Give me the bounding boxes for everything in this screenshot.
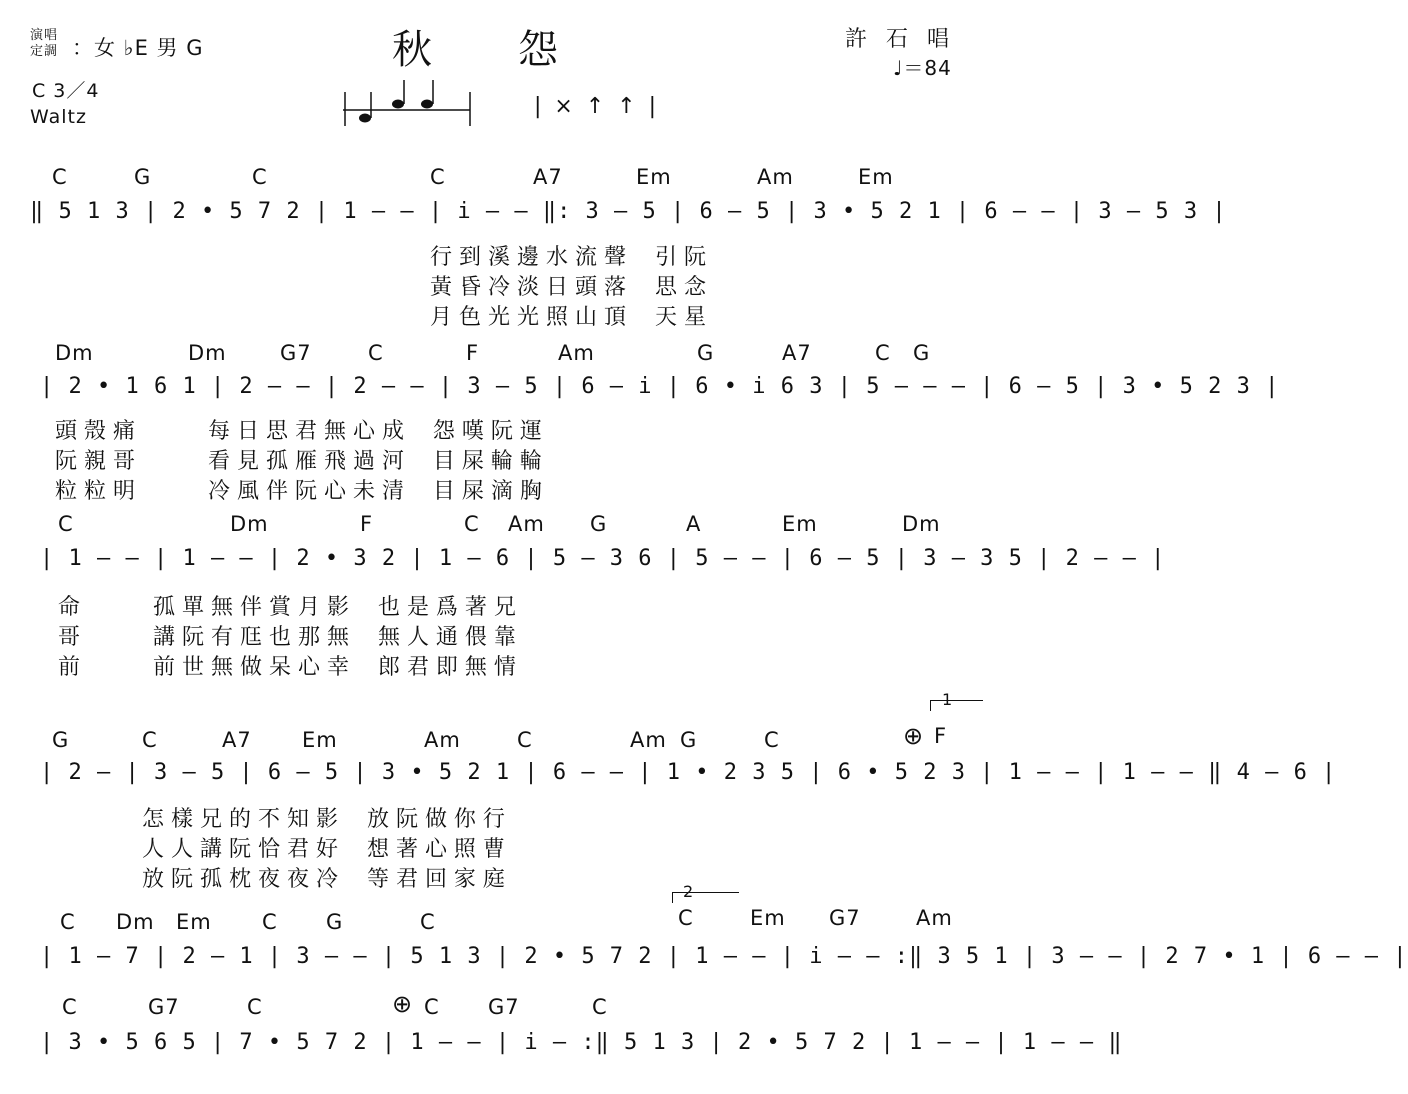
key-label: 定調 xyxy=(30,44,59,59)
chord: G7 xyxy=(148,995,180,1019)
chord: Dm xyxy=(902,512,941,536)
chord: Am xyxy=(508,512,545,536)
chord: A7 xyxy=(222,728,252,752)
lyric-verse-1: 行 到 溪 邊 水 流 聲 引 阮 xyxy=(430,245,706,270)
lyric-verse-3: 前 前 世 無 做 呆 心 幸 郎 君 即 無 情 xyxy=(58,655,516,680)
volta-number: 2 xyxy=(683,882,695,901)
lyric-verse-1: 頭 殼 痛 每 日 思 君 無 心 成 怨 嘆 阮 運 xyxy=(55,419,542,444)
chord: Em xyxy=(636,165,672,189)
chord: F xyxy=(466,341,480,365)
chord: Am xyxy=(757,165,794,189)
time-signature: C 3／4 xyxy=(32,80,100,102)
chord: C xyxy=(430,165,446,189)
chord: G7 xyxy=(488,995,520,1019)
page-title: 秋 怨 xyxy=(392,27,560,73)
chord: Dm xyxy=(116,910,155,934)
chord: G7 xyxy=(829,906,861,930)
chord: G xyxy=(697,341,715,365)
style-label: Waltz xyxy=(30,106,87,128)
chord: G xyxy=(326,910,344,934)
chord: G xyxy=(680,728,698,752)
chord: Em xyxy=(782,512,818,536)
lyric-verse-2: 阮 親 哥 看 見 孤 雁 飛 過 河 目 屎 輪 輪 xyxy=(55,449,542,474)
coda-sign: ⊕ xyxy=(392,990,414,1018)
chord: A7 xyxy=(782,341,812,365)
chord: G7 xyxy=(280,341,312,365)
chord: C xyxy=(764,728,780,752)
chord: Dm xyxy=(55,341,94,365)
chord: C xyxy=(368,341,384,365)
chord: A xyxy=(686,512,702,536)
chord: Am xyxy=(916,906,953,930)
singer-label: 演唱 xyxy=(30,28,59,43)
lyric-verse-3: 粒 粒 明 冷 風 伴 阮 心 未 清 目 屎 滴 胸 xyxy=(55,479,542,504)
chord: C xyxy=(262,910,278,934)
chord: C xyxy=(62,995,78,1019)
lyric-verse-1: 命 孤 單 無 伴 賞 月 影 也 是 爲 著 兄 xyxy=(58,595,516,620)
chord: C xyxy=(420,910,436,934)
chord: Am xyxy=(630,728,667,752)
chord: Em xyxy=(176,910,212,934)
chord: G xyxy=(134,165,152,189)
chord: C xyxy=(517,728,533,752)
chord: C xyxy=(52,165,68,189)
numbered-notation: ‖ 5 1 3 | 2 • 5 7 2 | 1 — — | i — — ‖: 3 — 5 | 6 — 5 | 3 • 5 2 1 | 6 — — | 3 — 5 3 | xyxy=(30,199,1227,224)
chord: C xyxy=(678,906,694,930)
chord: Em xyxy=(750,906,786,930)
chord: C xyxy=(464,512,480,536)
lyric-verse-1: 怎 樣 兄 的 不 知 影 放 阮 做 你 行 xyxy=(142,807,505,832)
key-value: ：女 ♭E 男 G xyxy=(72,36,204,60)
chord: C xyxy=(592,995,608,1019)
chord: Am xyxy=(424,728,461,752)
lyric-verse-3: 月 色 光 光 照 山 頂 天 星 xyxy=(430,305,706,330)
chord: Dm xyxy=(230,512,269,536)
chord: F xyxy=(934,724,948,748)
rhythm-pattern: | × ↑ ↑ | xyxy=(534,94,660,119)
lyric-verse-2: 黃 昏 冷 淡 日 頭 落 思 念 xyxy=(430,275,706,300)
chord: Dm xyxy=(188,341,227,365)
numbered-notation: | 1 — — | 1 — — | 2 • 3 2 | 1 — 6 | 5 — 3 6 | 5 — — | 6 — 5 | 3 — 3 5 | 2 — — | xyxy=(40,546,1166,571)
chord: C xyxy=(58,512,74,536)
composer: 許 石 唱 xyxy=(845,27,955,52)
chord: A7 xyxy=(533,165,563,189)
volta-number: 1 xyxy=(942,690,954,709)
chord: C xyxy=(252,165,268,189)
lyric-verse-2: 哥 講 阮 有 尫 也 那 無 無 人 通 偎 靠 xyxy=(58,625,516,650)
lyric-verse-3: 放 阮 孤 枕 夜 夜 冷 等 君 回 家 庭 xyxy=(142,867,505,892)
numbered-notation: | 1 — 7 | 2 — 1 | 3 — — | 5 1 3 | 2 • 5 7 2 | 1 — — | i — — :‖ 3 5 1 | 3 — — | 2 7 • 1 | 6 — — | xyxy=(40,944,1408,969)
chord: Em xyxy=(858,165,894,189)
chord: G xyxy=(913,341,931,365)
chord: G xyxy=(590,512,608,536)
chord: C xyxy=(142,728,158,752)
tempo: ♩＝84 xyxy=(893,56,952,80)
numbered-notation: | 2 — | 3 — 5 | 6 — 5 | 3 • 5 2 1 | 6 — — | 1 • 2 3 5 | 6 • 5 2 3 | 1 — — | 1 — — ‖ 4 — 6 | xyxy=(40,760,1337,785)
chord: Am xyxy=(558,341,595,365)
chord: C xyxy=(60,910,76,934)
chord: F xyxy=(360,512,374,536)
chord: C xyxy=(424,995,440,1019)
chord: G xyxy=(52,728,70,752)
chord: C xyxy=(247,995,263,1019)
lyric-verse-2: 人 人 講 阮 恰 君 好 想 著 心 照 曹 xyxy=(142,837,505,862)
coda-sign: ⊕ xyxy=(903,722,925,750)
chord: Em xyxy=(302,728,338,752)
numbered-notation: | 3 • 5 6 5 | 7 • 5 7 2 | 1 — — | i — :‖ 5 1 3 | 2 • 5 7 2 | 1 — — | 1 — — ‖ xyxy=(40,1030,1123,1055)
volta-bracket-1 xyxy=(930,700,983,711)
numbered-notation: | 2 • 1 6 1 | 2 — — | 2 — — | 3 — 5 | 6 — i | 6 • i 6 3 | 5 — — — | 6 — 5 | 3 • 5 2 3 | xyxy=(40,374,1280,399)
chord: C xyxy=(875,341,891,365)
